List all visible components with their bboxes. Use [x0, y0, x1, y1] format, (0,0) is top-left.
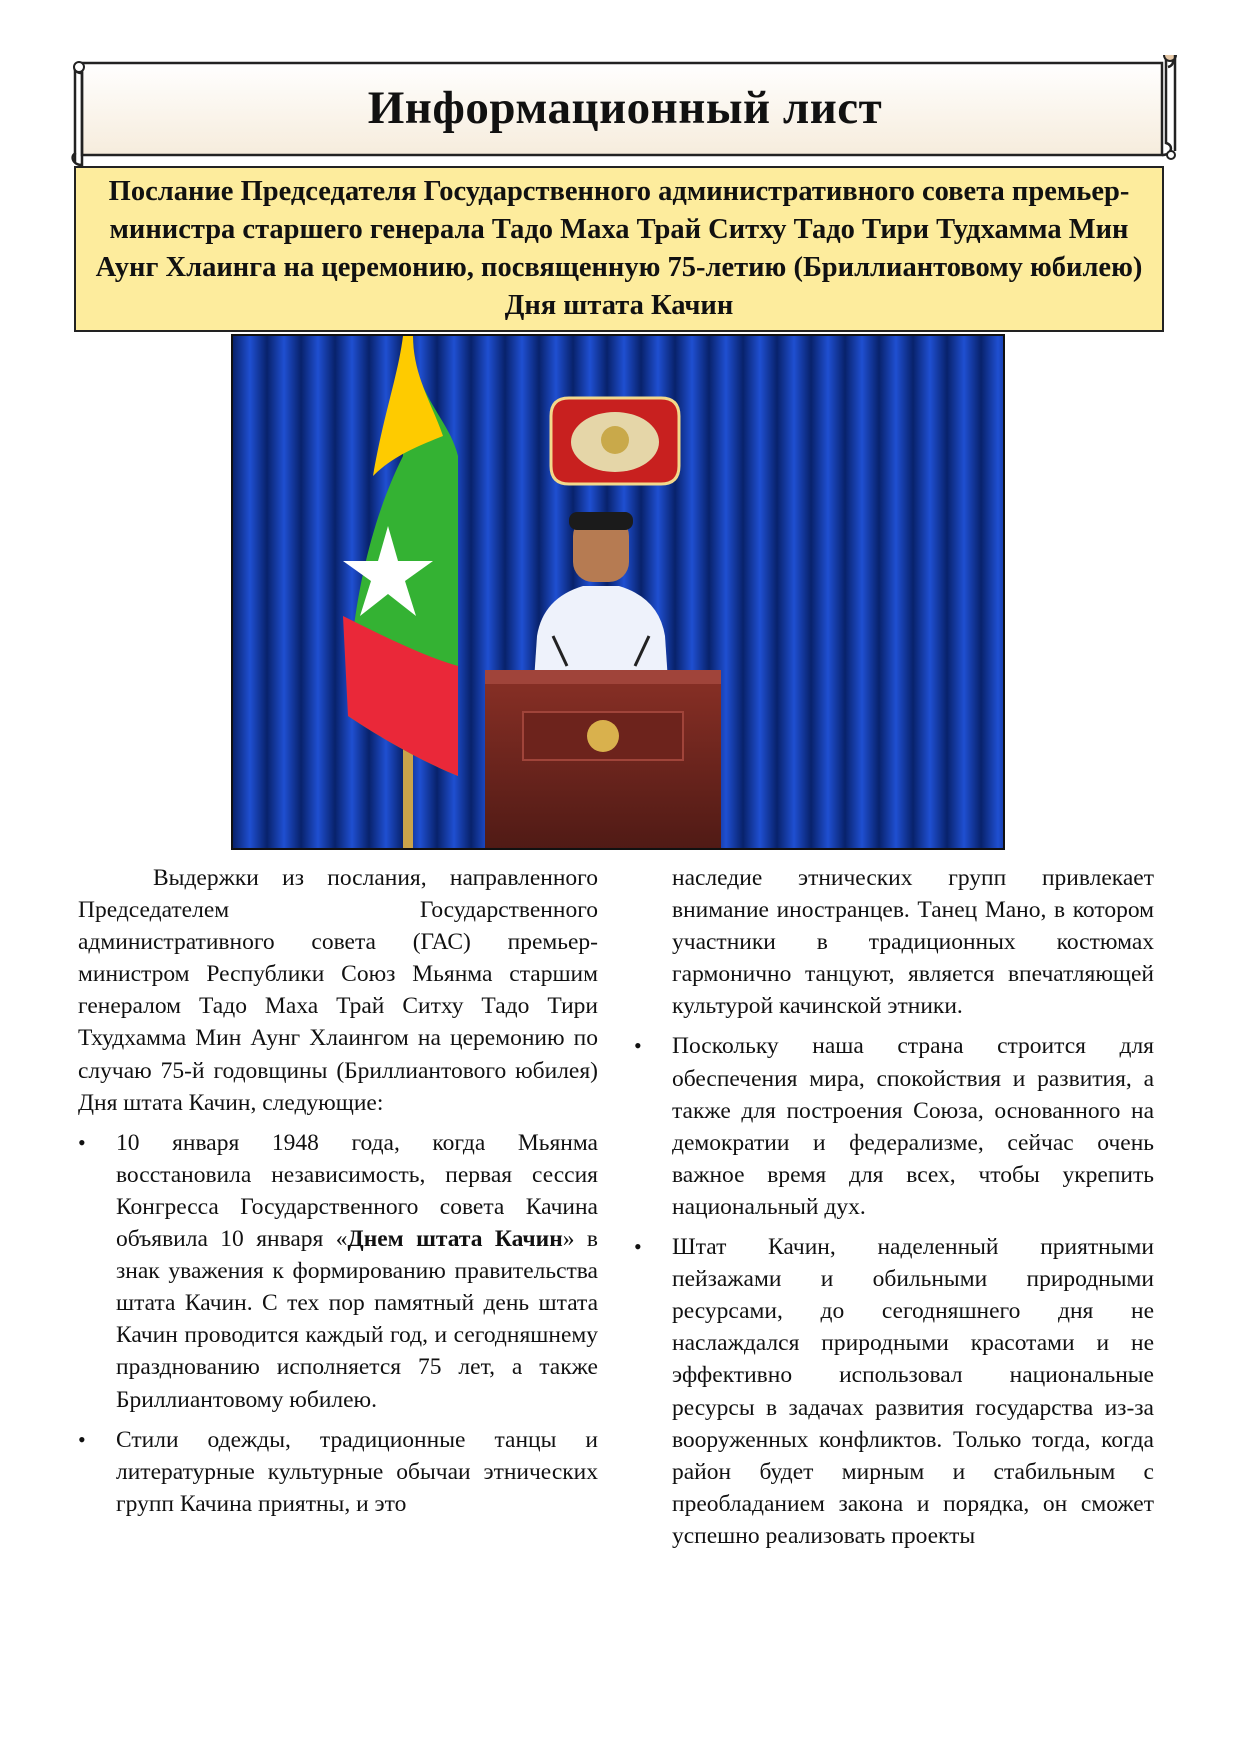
bullet-list-right	[672, 862, 1154, 1552]
bullet-list-left	[78, 1127, 598, 1520]
state-emblem	[551, 398, 679, 484]
bullet-item: • Поскольку наша страна строится для обеспечения мира, спокойствия и развития, а также для построения Союза, основанного на демократии и федерализме, сейчас очень важное время для всех, чтобы укрепить национальный дух.	[672, 1030, 1154, 1223]
photo-illustration	[233, 336, 1005, 850]
right-column	[672, 862, 1154, 1552]
bullet-item: • 10 января 1948 года, когда Мьянма восстановила независимость, первая сессия Конгресса Государственного совета Качина объявила 10 января «Днем штата Качин» в знак уважения к формированию правительства штата Качин. С тех пор памятный день штата Качин проводится каждый год, и сегодняшнему празднованию исполняется 75 лет, а также Бриллиантовому юбилею.	[78, 1127, 598, 1416]
bullet-item: • Штат Качин, наделенный приятными пейзажами и обильными природными ресурсами, до сегодняшнего дня не наслаждался природными красотами и не эффективно использовал национальные ресурсы в задачах развития государства из-за вооруженных конфликтов. Только тогда, когда район будет мирным и стабильным с преобладанием закона и порядка, он сможет успешно реализовать проекты	[672, 1231, 1154, 1552]
page-title: Информационный лист	[367, 82, 883, 134]
subtitle-box	[74, 166, 1164, 332]
speech-photo	[231, 334, 1005, 850]
bold-phrase: Днем штата Качин	[347, 1226, 563, 1253]
left-column	[78, 862, 598, 1520]
podium	[485, 670, 721, 850]
title-scroll-banner	[70, 55, 1180, 170]
bullet-item: • Стили одежды, традиционные танцы и литературные культурные обычаи этнических групп Качина приятны, и это	[78, 1424, 598, 1520]
subtitle: Послание Председателя Государственного административного совета премьер-министра старшего генерала Тадо Маха Трай Ситху Тадо Тири Тудхамма Мин Аунг Хлаинга на церемонию, посвященную 75-летию (Бриллиантовому юбилею) Дня штата Качин	[95, 176, 1143, 321]
bullet-continuation: наследие этнических групп привлекает внимание иностранцев. Танец Мано, в котором участники в традиционных костюмах гармонично танцуют, является впечатляющей культурой качинской этники.	[672, 865, 1154, 1020]
intro-paragraph: Выдержки из послания, направленного Председателем Государственного административного совета (ГАС) премьер-министром Республики Союз Мьянма старшим генералом Тадо Маха Трай Ситху Тадо Тири Тхудхамма Мин Аунг Хлаингом на церемонию по случаю 75-й годовщины (Бриллиантового юбилея) Дня штата Качин, следующие:	[78, 865, 598, 1116]
